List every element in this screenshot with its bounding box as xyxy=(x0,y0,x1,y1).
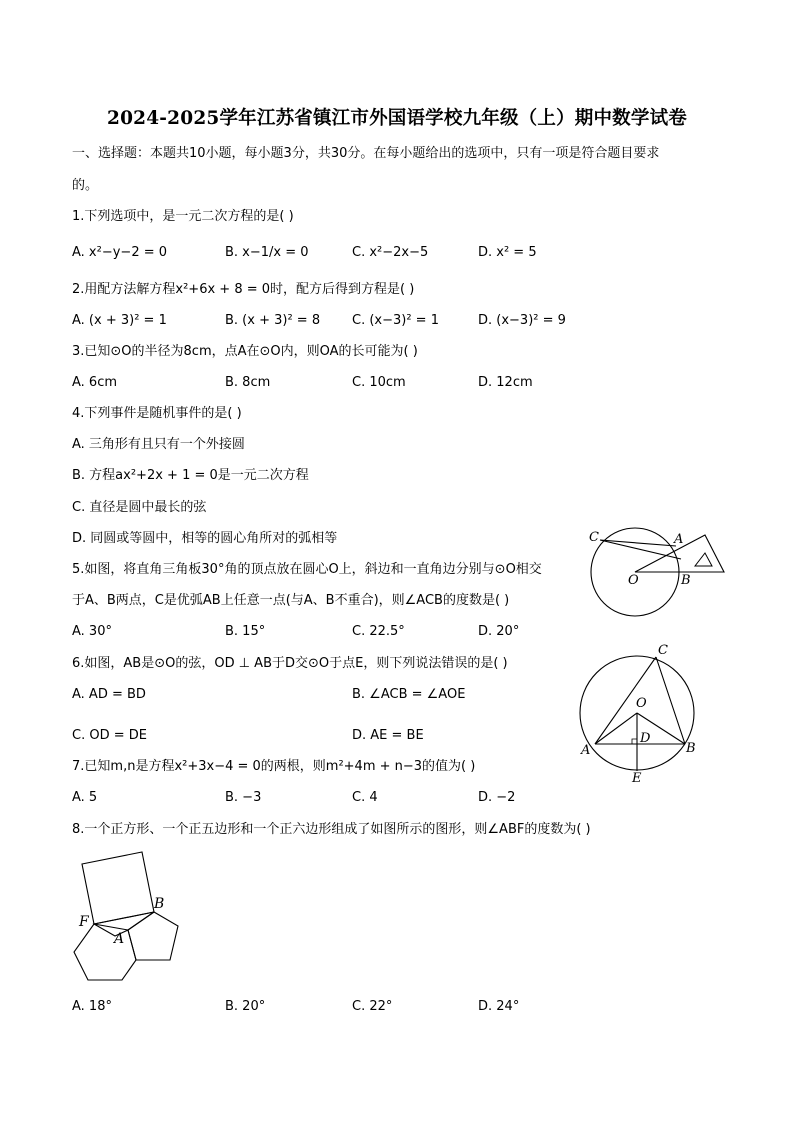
question-8-stem: 8.一个正方形、一个正五边形和一个正六边形组成了如图所示的图形，则∠ABF的度数为( ) xyxy=(72,822,591,837)
question-3-option-d: D. 12cm xyxy=(478,375,533,390)
label-d: D xyxy=(640,731,651,746)
question-5-stem-line2: 于A、B两点，C是优弧AB上任意一点(与A、B不重合)，则∠ACB的度数是( ) xyxy=(72,593,510,608)
question-8-option-d: D. 24° xyxy=(478,999,520,1014)
pentagon-shape xyxy=(128,912,178,960)
question-1-option-d: D. x² = 5 xyxy=(478,245,537,260)
question-8-figure xyxy=(70,848,185,988)
question-4-option-a: A. 三角形有且只有一个外接圆 xyxy=(72,437,245,452)
triangle-ruler-inner xyxy=(695,553,712,566)
question-6-option-d: D. AE = BE xyxy=(352,728,424,743)
hexagon-shape xyxy=(74,924,136,980)
question-5-option-c: C. 22.5° xyxy=(352,624,405,639)
label-e: E xyxy=(632,771,642,786)
question-1-option-a: A. x²−y−2 = 0 xyxy=(72,245,168,260)
question-3-option-a: A. 6cm xyxy=(72,375,118,390)
question-3-stem: 3.已知⊙O的半径为8cm，点A在⊙O内，则OA的长可能为( ) xyxy=(72,344,418,359)
question-6-stem: 6.如图，AB是⊙O的弦，OD ⊥ AB于D交⊙O于点E，则下列说法错误的是( ) xyxy=(72,656,508,671)
question-7-option-a: A. 5 xyxy=(72,790,98,805)
question-2-stem: 2.用配方法解方程x²+6x + 8 = 0时，配方后得到方程是( ) xyxy=(72,282,415,297)
page-title: 2024-2025学年江苏省镇江市外国语学校九年级（上）期中数学试卷 xyxy=(107,108,687,129)
section-heading-line2: 的。 xyxy=(72,178,99,193)
question-5-figure xyxy=(582,526,732,618)
question-3-option-b: B. 8cm xyxy=(225,375,271,390)
question-2-option-c: C. (x−3)² = 1 xyxy=(352,313,439,328)
label-o: O xyxy=(636,696,647,711)
question-1-stem: 1.下列选项中，是一元二次方程的是( ) xyxy=(72,209,294,224)
question-7-option-c: C. 4 xyxy=(352,790,378,805)
question-6-option-a: A. AD = BD xyxy=(72,687,146,702)
question-2-option-b: B. (x + 3)² = 8 xyxy=(225,313,321,328)
label-b: B xyxy=(681,573,691,588)
question-8-option-b: B. 20° xyxy=(225,999,266,1014)
question-8-option-a: A. 18° xyxy=(72,999,112,1014)
question-7-stem: 7.已知m,n是方程x²+3x−4 = 0的两根，则m²+4m + n−3的值为( ) xyxy=(72,759,476,774)
label-b: B xyxy=(154,896,165,912)
question-6-option-c: C. OD = DE xyxy=(72,728,147,743)
question-5-option-b: B. 15° xyxy=(225,624,266,639)
question-6-option-b: B. ∠ACB = ∠AOE xyxy=(352,687,466,702)
question-2-option-a: A. (x + 3)² = 1 xyxy=(72,313,167,328)
question-2-option-d: D. (x−3)² = 9 xyxy=(478,313,566,328)
right-angle-mark xyxy=(632,739,637,744)
question-7-option-d: D. −2 xyxy=(478,790,516,805)
question-4-stem: 4.下列事件是随机事件的是( ) xyxy=(72,406,242,421)
question-5-option-a: A. 30° xyxy=(72,624,112,639)
label-c: C xyxy=(658,643,668,658)
question-8-option-c: C. 22° xyxy=(352,999,393,1014)
segment-bc xyxy=(656,657,685,744)
question-4-option-d: D. 同圆或等圆中，相等的圆心角所对的弧相等 xyxy=(72,531,338,546)
label-o: O xyxy=(628,573,639,588)
question-4-option-c: C. 直径是圆中最长的弦 xyxy=(72,500,207,515)
label-c: C xyxy=(589,530,599,545)
question-6-figure xyxy=(576,640,702,786)
label-a: A xyxy=(114,931,125,947)
question-7-option-b: B. −3 xyxy=(225,790,262,805)
section-heading-line1: 一、选择题：本题共10小题，每小题3分，共30分。在每小题给出的选项中，只有一项是符合题目要求 xyxy=(72,146,660,161)
square-shape xyxy=(82,852,154,924)
question-4-option-b: B. 方程ax²+2x + 1 = 0是一元二次方程 xyxy=(72,468,309,483)
question-5-stem-line1: 5.如图，将直角三角板30°角的顶点放在圆心O上，斜边和一直角边分别与⊙O相交 xyxy=(72,562,542,577)
label-a: A xyxy=(581,743,591,758)
question-1-option-c: C. x²−2x−5 xyxy=(352,245,429,260)
question-1-option-b: B. x−1/x = 0 xyxy=(225,245,309,260)
label-a: A xyxy=(674,532,684,547)
label-f: F xyxy=(79,914,89,930)
question-3-option-c: C. 10cm xyxy=(352,375,406,390)
question-5-option-d: D. 20° xyxy=(478,624,520,639)
label-b: B xyxy=(686,741,696,756)
segment-oa xyxy=(595,713,637,744)
